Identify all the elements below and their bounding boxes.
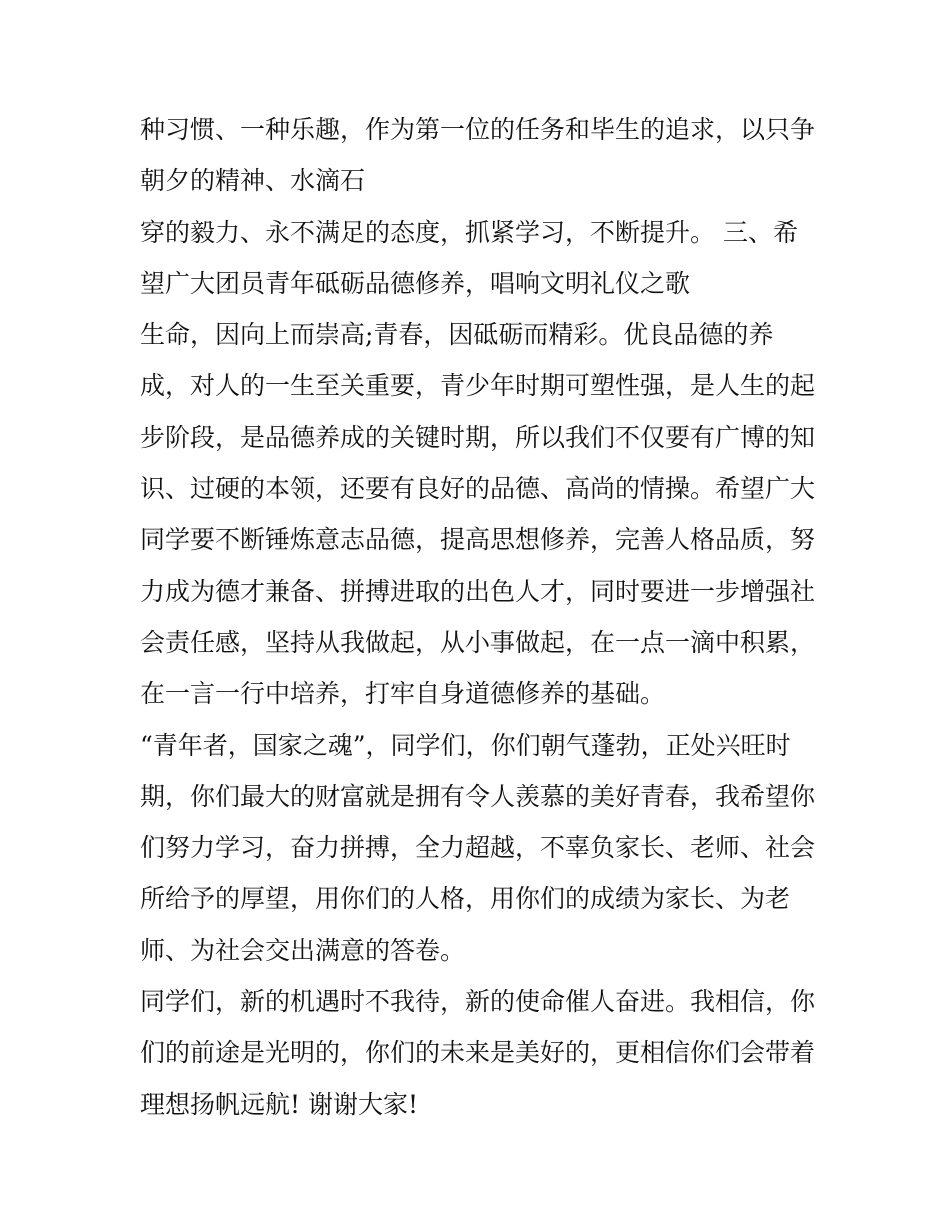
text-line: 期，你们最大的财富就是拥有令人羡慕的美好青春，我希望你 — [140, 781, 816, 811]
text-line: 穿的毅力、永不满足的态度，抓紧学习，不断提升。 三、希 — [140, 217, 798, 247]
text-line: 成，对人的一生至关重要，青少年时期可塑性强，是人生的起 — [140, 371, 816, 401]
text-line: 同学要不断锤炼意志品德，提高思想修养，完善人格品质，努 — [140, 525, 816, 555]
text-line: 步阶段，是品德养成的关键时期，所以我们不仅要有广博的知 — [140, 422, 816, 452]
text-line: 会责任感，坚持从我做起，从小事做起，在一点一滴中积累， — [140, 627, 816, 657]
text-line: 望广大团员青年砥砺品德修养，唱响文明礼仪之歌 — [140, 268, 691, 298]
text-line: 种习惯、一种乐趣，作为第一位的任务和毕生的追求，以只争 — [140, 115, 816, 144]
text-line: 所给予的厚望，用你们的人格，用你们的成绩为家长、为老 — [140, 884, 791, 914]
text-line: 在一言一行中培养，打牢自身道德修养的基础。 — [140, 679, 666, 709]
text-line: 力成为德才兼备、拼搏进取的出色人才，同时要进一步增强社 — [140, 576, 816, 606]
text-line: 师、为社会交出满意的答卷。 — [140, 935, 466, 965]
text-line: 识、过硬的本领，还要有良好的品德、高尚的情操。希望广大 — [140, 474, 816, 504]
text-line: 生命，因向上而崇高;青春，因砥砺而精彩。优良品德的养 — [140, 320, 774, 350]
text-line: 们努力学习，奋力拼搏，全力超越，不辜负家长、老师、社会 — [140, 833, 816, 863]
text-line: 朝夕的精神、水滴石 — [140, 166, 366, 196]
text-line: “青年者，国家之魂”，同学们，你们朝气蓬勃，正处兴旺时 — [140, 730, 791, 760]
text-line: 同学们，新的机遇时不我待，新的使命催人奋进。我相信，你 — [140, 987, 816, 1017]
text-line: 理想扬帆远航! 谢谢大家! — [140, 1089, 419, 1119]
text-line: 们的前途是光明的，你们的未来是美好的，更相信你们会带着 — [140, 1038, 816, 1068]
body-text — [140, 104, 820, 1130]
